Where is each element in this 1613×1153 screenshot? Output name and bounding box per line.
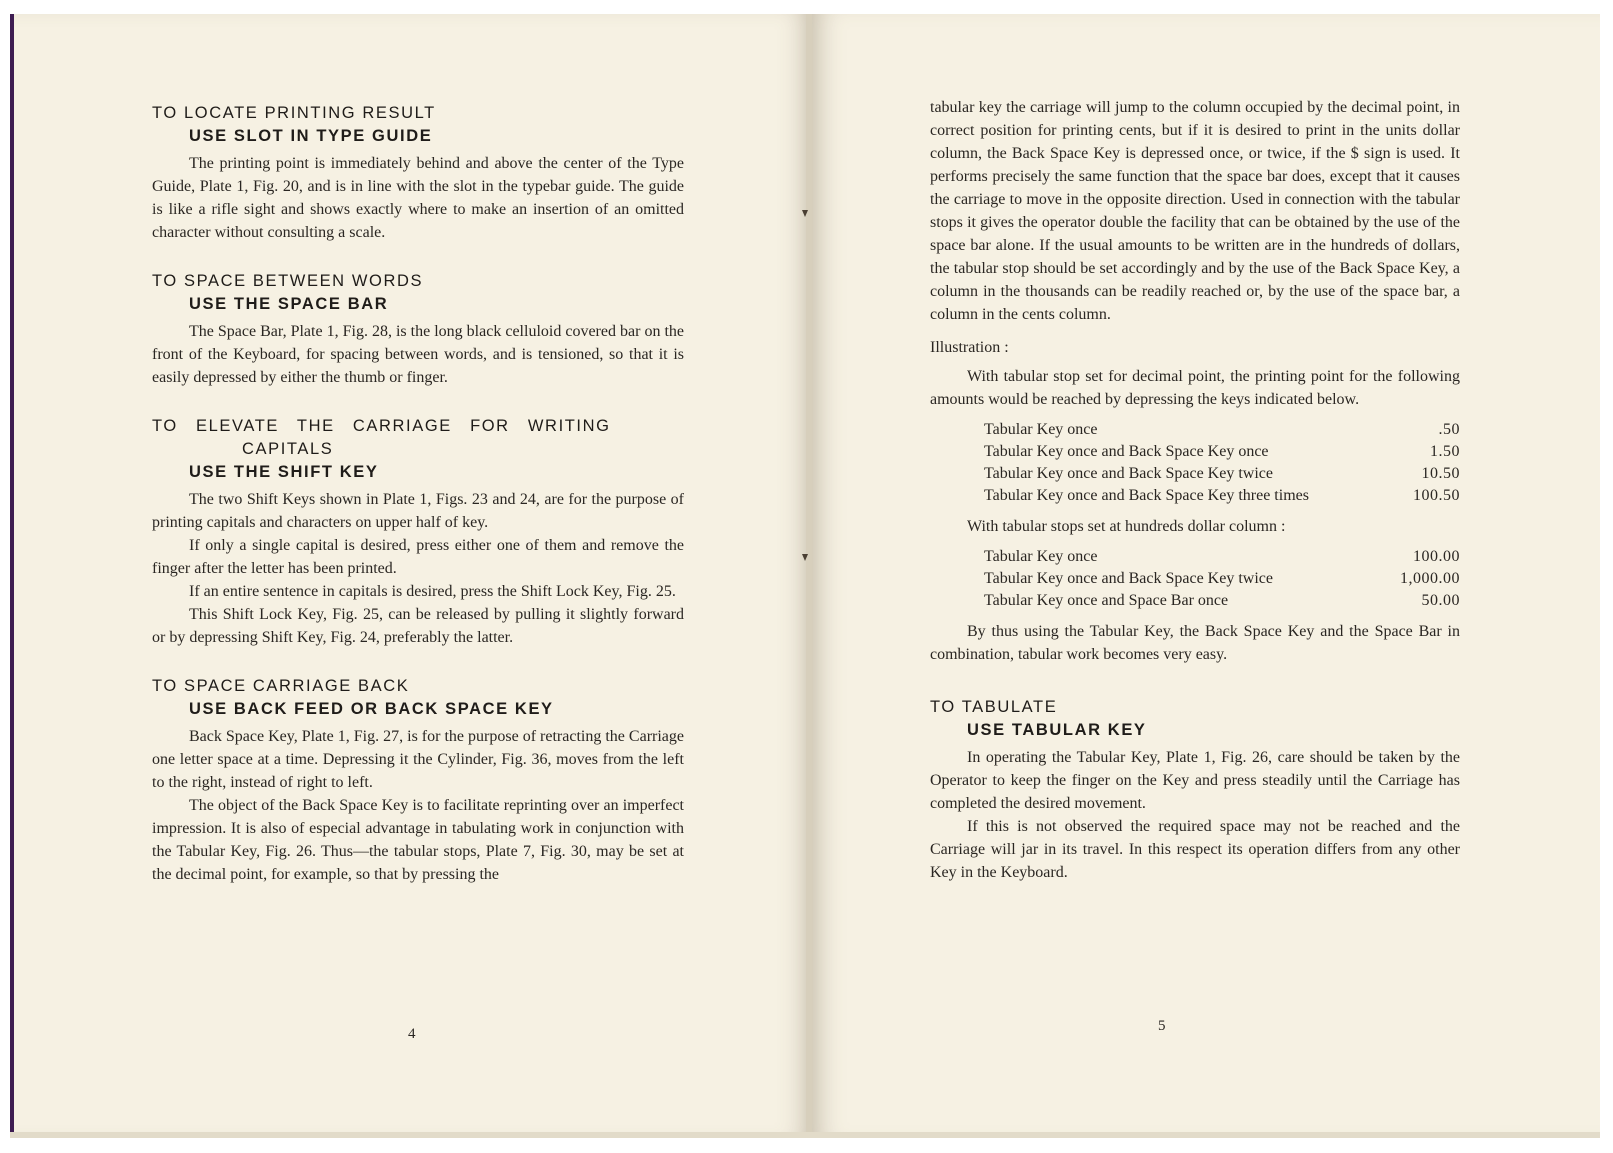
table-row [984, 485, 1460, 507]
paragraph: In operating the Tabular Key, Plate 1, Fig. 26, care should be taken by the Operator to keep the finger on the Key and press steadily until the Carriage has completed the desired movement. [930, 749, 1460, 812]
paragraph: If an entire sentence in capitals is desired, press the Shift Lock Key, Fig. 25. [189, 583, 676, 600]
keys-cell: Tabular Key once and Space Bar once [984, 592, 1229, 609]
section-locate-printing [152, 102, 684, 244]
keys-cell: Tabular Key once and Back Space Key twice [984, 465, 1273, 482]
illustration-intro: With tabular stop set for decimal point, the printing point for the following amounts would be reached by depressing the keys indicated below. [930, 368, 1460, 408]
keys-cell: Tabular Key once and Back Space Key three times [984, 487, 1309, 504]
page-number: 4 [408, 1026, 416, 1042]
amount-cell: 1,000.00 [1400, 570, 1460, 587]
amount-cell: 100.00 [1413, 548, 1460, 565]
section-heading: TO TABULATE [930, 698, 1058, 716]
amount-cell: .50 [1438, 421, 1460, 438]
table2-intro: With tabular stops set at hundreds dollar column : [967, 518, 1286, 535]
section-space-carriage-back [152, 675, 684, 886]
amount-cell: 1.50 [1430, 443, 1460, 460]
section-heading: TO LOCATE PRINTING RESULT [152, 104, 436, 122]
section-heading: TO SPACE CARRIAGE BACK [152, 677, 410, 695]
illustration-label: Illustration : [930, 339, 1009, 356]
section-subheading: USE THE SHIFT KEY [189, 463, 379, 481]
section-space-between-words [152, 270, 684, 389]
table-row [984, 568, 1460, 590]
amounts-table-decimal [984, 419, 1460, 507]
paragraph: The Space Bar, Plate 1, Fig. 28, is the long black celluloid covered bar on the front of the Keyboard, for spacing between words, and is tensioned, so that it is easily depressed by either the thumb or finger. [152, 323, 684, 386]
section-elevate-carriage [152, 415, 684, 649]
keys-cell: Tabular Key once and Back Space Key once [984, 443, 1269, 460]
section-subheading: USE BACK FEED OR BACK SPACE KEY [189, 700, 554, 718]
keys-cell: Tabular Key once [984, 421, 1098, 438]
table-row [984, 463, 1460, 485]
amounts-table-hundreds [984, 546, 1460, 612]
amount-cell: 10.50 [1421, 465, 1460, 482]
continuation-paragraph: tabular key the carriage will jump to the column occupied by the decimal point, in correct position for printing cents, but if it is desired to print in the units dollar column, the Back Space Key is depressed once, or twice, if the $ sign is used. It performs precisely the same function that the space bar does, except that it causes the carriage to move in the opposite direction. Used in connection with the tabular stops it gives the operator double the facility that can be obtained by the use of the space bar alone. If the usual amounts to be written are in the hundreds of dollars, the tabular stop should be set accordingly and by the use of the Back Space Key, a column in the thousands can be readily reached or, by the use of the space bar, a column in the cents column. [930, 99, 1460, 323]
paragraph: Back Space Key, Plate 1, Fig. 27, is for the purpose of retracting the Carriage one letter space at a time. Depressing it the Cylinder, Fig. 36, moves from the left to the right, instead of right to left. [152, 728, 684, 791]
table-row [984, 590, 1460, 612]
left-page [10, 14, 812, 1138]
section-subheading: USE TABULAR KEY [967, 721, 1147, 739]
right-column [930, 96, 1460, 910]
paragraph: If only a single capital is desired, press either one of them and remove the finger after the letter has been printed. [152, 537, 684, 577]
paragraph: This Shift Lock Key, Fig. 25, can be released by pulling it slightly forward or by depressing Shift Key, Fig. 24, preferably the latter. [152, 606, 684, 646]
section-subheading: USE THE SPACE BAR [189, 295, 389, 313]
summary-paragraph: By thus using the Tabular Key, the Back Space Key and the Space Bar in combination, tabular work becomes very easy. [930, 623, 1460, 663]
right-page [812, 14, 1600, 1138]
section-subheading: USE SLOT IN TYPE GUIDE [189, 127, 433, 145]
table-row [984, 546, 1460, 568]
page-bottom-edge [10, 1132, 1600, 1138]
binding-mark [802, 210, 808, 217]
paragraph: The printing point is immediately behind and above the center of the Type Guide, Plate 1, Fig. 20, and is in line with the slot in the typebar guide. The guide is like a rifle sight and shows exactly where to make an insertion of an omitted character without consulting a scale. [152, 155, 684, 241]
keys-cell: Tabular Key once [984, 548, 1098, 565]
table-row [984, 419, 1460, 441]
paragraph: If this is not observed the required space may not be reached and the Carriage will jar in its travel. In this respect its operation differs from any other Key in the Keyboard. [930, 818, 1460, 881]
keys-cell: Tabular Key once and Back Space Key twice [984, 570, 1273, 587]
amount-cell: 50.00 [1421, 592, 1460, 609]
paragraph: The object of the Back Space Key is to facilitate reprinting over an imperfect impression. It is also of especial advantage in tabulating work in conjunction with the Tabular Key, Fig. 26. Thus—the tabular stops, Plate 7, Fig. 30, may be set at the decimal point, for example, so that by pressing the [152, 797, 684, 883]
page-number: 5 [1158, 1018, 1166, 1034]
amount-cell: 100.50 [1413, 487, 1460, 504]
left-column [152, 102, 684, 912]
section-tabulate [930, 696, 1460, 884]
section-heading: TO SPACE BETWEEN WORDS [152, 272, 424, 290]
section-heading: TO ELEVATE THE CARRIAGE FOR WRITING [152, 417, 611, 435]
paragraph: The two Shift Keys shown in Plate 1, Figs. 23 and 24, are for the purpose of printing capitals and characters on upper half of key. [152, 491, 684, 531]
section-heading-line2: CAPITALS [242, 440, 334, 458]
binding-mark [802, 554, 808, 561]
table-row [984, 441, 1460, 463]
